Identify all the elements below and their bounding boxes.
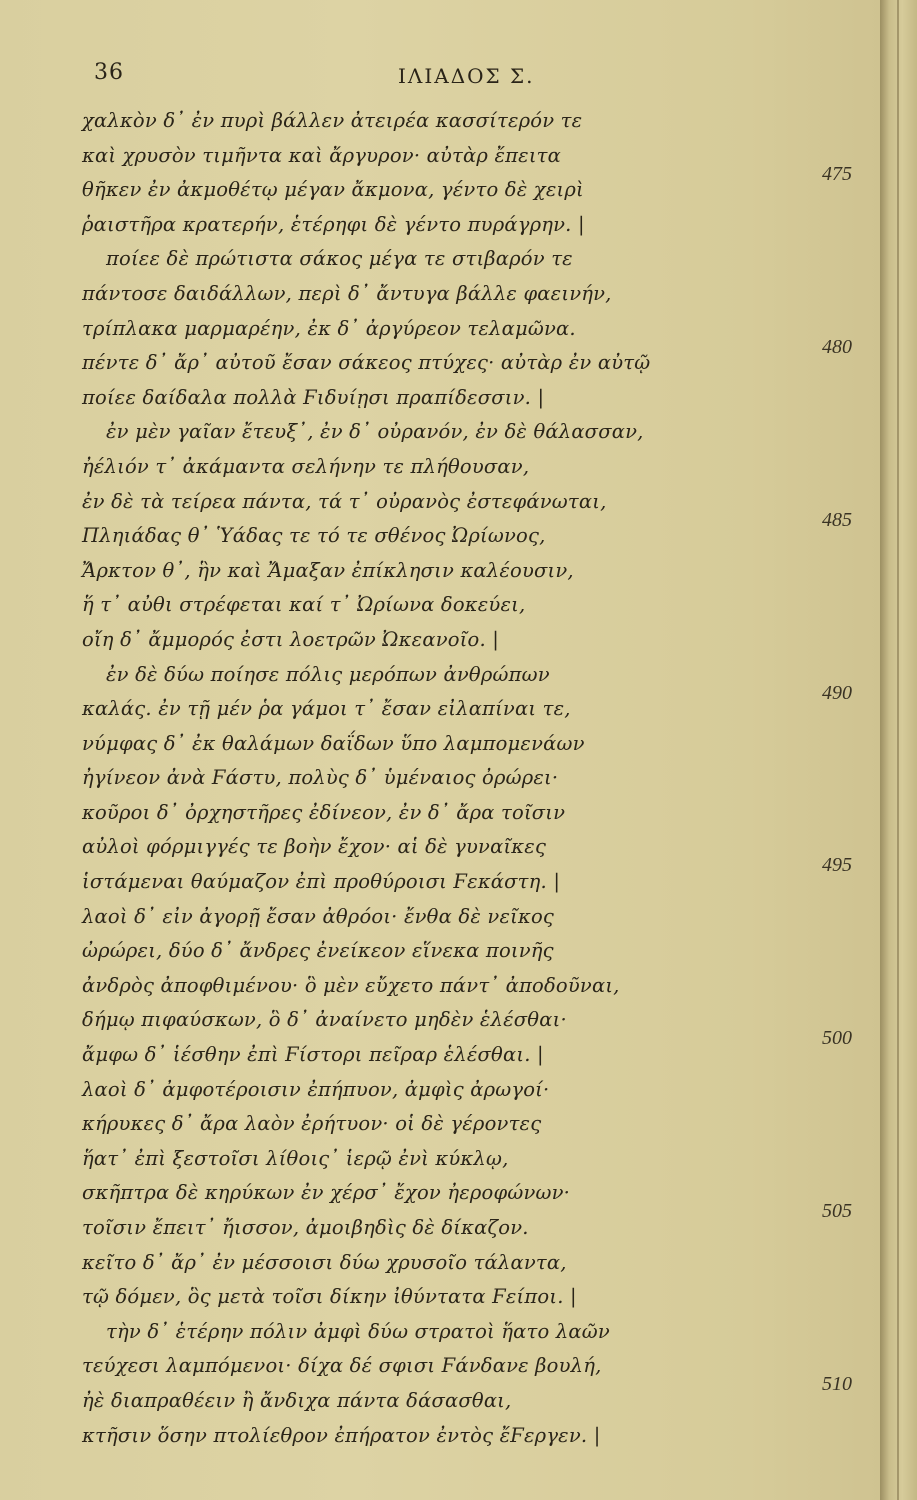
page-header [88,58,848,98]
verse-line [82,727,862,762]
verse-line [82,1073,862,1108]
verse-line [82,900,862,935]
verse-line [82,796,862,831]
verse-line [82,830,862,877]
line-number: 505 [822,1200,852,1223]
line-number: 480 [822,335,852,358]
verse-text: κοῦροι δ᾽ ὀρχηστῆρες ἐδίνεον, ἐν δ᾽ ἄρα τοῖσιν [82,800,566,824]
verse-line [82,381,862,416]
verse-text: ποίεε δαίδαλα πολλὰ Ϝιδυίῃσι πραπίδεσσιν. | [82,385,545,409]
verse-text: καλάς. ἐν τῇ μέν ῥα γάμοι τ᾽ ἔσαν εἰλαπίναι τε, [82,697,571,721]
verse-text: Πληιάδας θ᾽ Ὑάδας τε τό τε σθένος Ὠρίωνος, [82,524,546,548]
verse-line [82,934,862,969]
verse-text: ἱστάμεναι θαύμαζον ἐπὶ προθύροισι Ϝεκάστη. | [82,870,561,894]
verse-text: Ἄρκτον θ᾽, ἣν καὶ Ἄμαξαν ἐπίκλησιν καλέουσιν, [82,558,574,582]
verse-text: ἥατ᾽ ἐπὶ ξεστοῖσι λίθοις᾽ ἱερῷ ἐνὶ κύκλῳ, [82,1146,509,1170]
verse-text: κτῆσιν ὅσην πτολίεθρον ἐπήρατον ἐντὸς ἔϜεργεν. | [82,1423,601,1447]
verse-line [82,1349,862,1396]
verse-line [82,588,862,623]
verse-line [82,139,862,185]
verse-line [82,761,862,796]
verse-line [82,415,862,450]
verse-line [82,277,862,312]
verse-line [82,1246,862,1281]
verse-text: ἠέλιόν τ᾽ ἀκάμαντα σελήνην τε πλήθουσαν, [82,454,530,478]
verse-line [82,173,862,208]
verse-text: ἠὲ διαπραθέειν ἢ ἄνδιχα πάντα δάσασθαι, [82,1388,512,1412]
verse-text: αὐλοὶ φόρμιγγές τε βοὴν ἔχον· αἱ δὲ γυναῖκες [82,835,547,859]
verse-text: ἄμφω δ᾽ ἱέσθην ἐπὶ Ϝίστορι πεῖραρ ἑλέσθαι. | [82,1043,544,1067]
verse-text: θῆκεν ἐν ἀκμοθέτῳ μέγαν ἄκμονα, γέντο δὲ χειρὶ [82,178,584,202]
verse-line [82,865,862,900]
page-edge-line [897,0,899,1500]
verse-text: τρίπλακα μαρμαρέην, ἐκ δ᾽ ἀργύρεον τελαμῶνα. [82,316,576,340]
verse-line [82,1003,862,1050]
running-title: ΙΛΙΑΔΟΣ Σ. [398,64,535,88]
verse-line [82,554,862,589]
verse-line [82,450,862,485]
verse-text: πάντοσε δαιδάλλων, περὶ δ᾽ ἄντυγα βάλλε φαεινήν, [82,281,612,305]
verse-text: ἥ τ᾽ αὐθι στρέφεται καί τ᾽ Ὠρίωνα δοκεύει, [82,593,526,617]
verse-line [82,1419,862,1454]
verse-line [82,242,862,277]
verse-text: ῥαιστῆρα κρατερήν, ἑτέρηφι δὲ γέντο πυράγρην. | [82,212,585,236]
verse-text: νύμφας δ᾽ ἐκ θαλάμων δαΐδων ὕπο λαμπομενάων [82,731,585,755]
verse-text: σκῆπτρα δὲ κηρύκων ἐν χέρσ᾽ ἔχον ἠεροφώνων· [82,1181,571,1205]
verse-line [82,969,862,1004]
verse-block [82,104,862,1453]
line-number: 490 [822,681,852,704]
verse-text: τὴν δ᾽ ἑτέρην πόλιν ἀμφὶ δύω στρατοὶ ἥατο λαῶν [106,1319,610,1343]
verse-line [82,208,862,243]
verse-text: ἠγίνεον ἀνὰ Ϝάστυ, πολὺς δ᾽ ὑμέναιος ὀρώρει· [82,766,559,790]
verse-text: ἀνδρὸς ἀποφθιμένου· ὃ μὲν εὔχετο πάντ᾽ ἀποδοῦναι, [82,973,620,997]
verse-line [82,312,862,358]
line-number: 500 [822,1027,852,1050]
verse-line [82,1038,862,1073]
verse-text: ἐν μὲν γαῖαν ἔτευξ᾽, ἐν δ᾽ οὐρανόν, ἐν δὲ θάλασσαν, [106,420,644,444]
verse-line [82,346,862,381]
verse-text: ὠρώρει, δύο δ᾽ ἄνδρες ἐνείκεον εἵνεκα ποινῆς [82,939,554,963]
verse-text: λαοὶ δ᾽ ἀμφοτέροισιν ἐπήπυον, ἀμφὶς ἀρωγοί· [82,1077,550,1101]
verse-line [82,1211,862,1246]
verse-line [82,623,862,658]
verse-line [82,519,862,554]
verse-text: καὶ χρυσὸν τιμῆντα καὶ ἄργυρον· αὐτὰρ ἔπειτα [82,143,562,167]
verse-text: δήμῳ πιφαύσκων, ὃ δ᾽ ἀναίνετο μηδὲν ἑλέσθαι· [82,1008,567,1032]
verse-line [82,1107,862,1142]
line-number: 475 [822,162,852,185]
verse-text: πέντε δ᾽ ἄρ᾽ αὐτοῦ ἔσαν σάκεος πτύχες· αὐτὰρ ἐν αὐτῷ [82,351,651,375]
verse-text: τοῖσιν ἔπειτ᾽ ἤισσον, ἀμοιβηδὶς δὲ δίκαζον. [82,1216,529,1239]
verse-line [82,485,862,531]
line-number: 485 [822,508,852,531]
page-number: 36 [94,60,124,85]
verse-text: κήρυκες δ᾽ ἄρα λαὸν ἐρήτυον· οἱ δὲ γέροντες [82,1112,542,1136]
line-number: 495 [822,854,852,877]
verse-line [82,1384,862,1419]
verse-text: τῷ δόμεν, ὃς μετὰ τοῖσι δίκην ἰθύντατα Ϝείποι. | [82,1285,577,1309]
verse-text: ἐν δὲ τὰ τείρεα πάντα, τά τ᾽ οὐρανὸς ἐστεφάνωται, [82,489,607,513]
verse-line [82,1142,862,1177]
verse-line [82,1176,862,1223]
verse-line [82,104,862,139]
line-number: 510 [822,1373,852,1396]
verse-line [82,692,862,727]
verse-text: ποίεε δὲ πρώτιστα σάκος μέγα τε στιβαρόν τε [106,247,573,271]
verse-text: χαλκὸν δ᾽ ἐν πυρὶ βάλλεν ἀτειρέα κασσίτερόν τε [82,109,583,132]
verse-line [82,1315,862,1350]
verse-text: ἐν δὲ δύω ποίησε πόλις μερόπων ἀνθρώπων [106,662,550,686]
verse-text: κεῖτο δ᾽ ἄρ᾽ ἐν μέσσοισι δύω χρυσοῖο τάλαντα, [82,1250,567,1274]
verse-text: τεύχεσι λαμπόμενοι· δίχα δέ σφισι Ϝάνδανε βουλή, [82,1354,602,1378]
verse-line [82,658,862,704]
verse-text: λαοὶ δ᾽ εἰν ἀγορῇ ἔσαν ἀθρόοι· ἔνθα δὲ νεῖκος [82,904,555,928]
verse-line [82,1280,862,1315]
verse-text: οἴη δ᾽ ἄμμορός ἐστι λοετρῶν Ὠκεανοῖο. | [82,627,500,651]
